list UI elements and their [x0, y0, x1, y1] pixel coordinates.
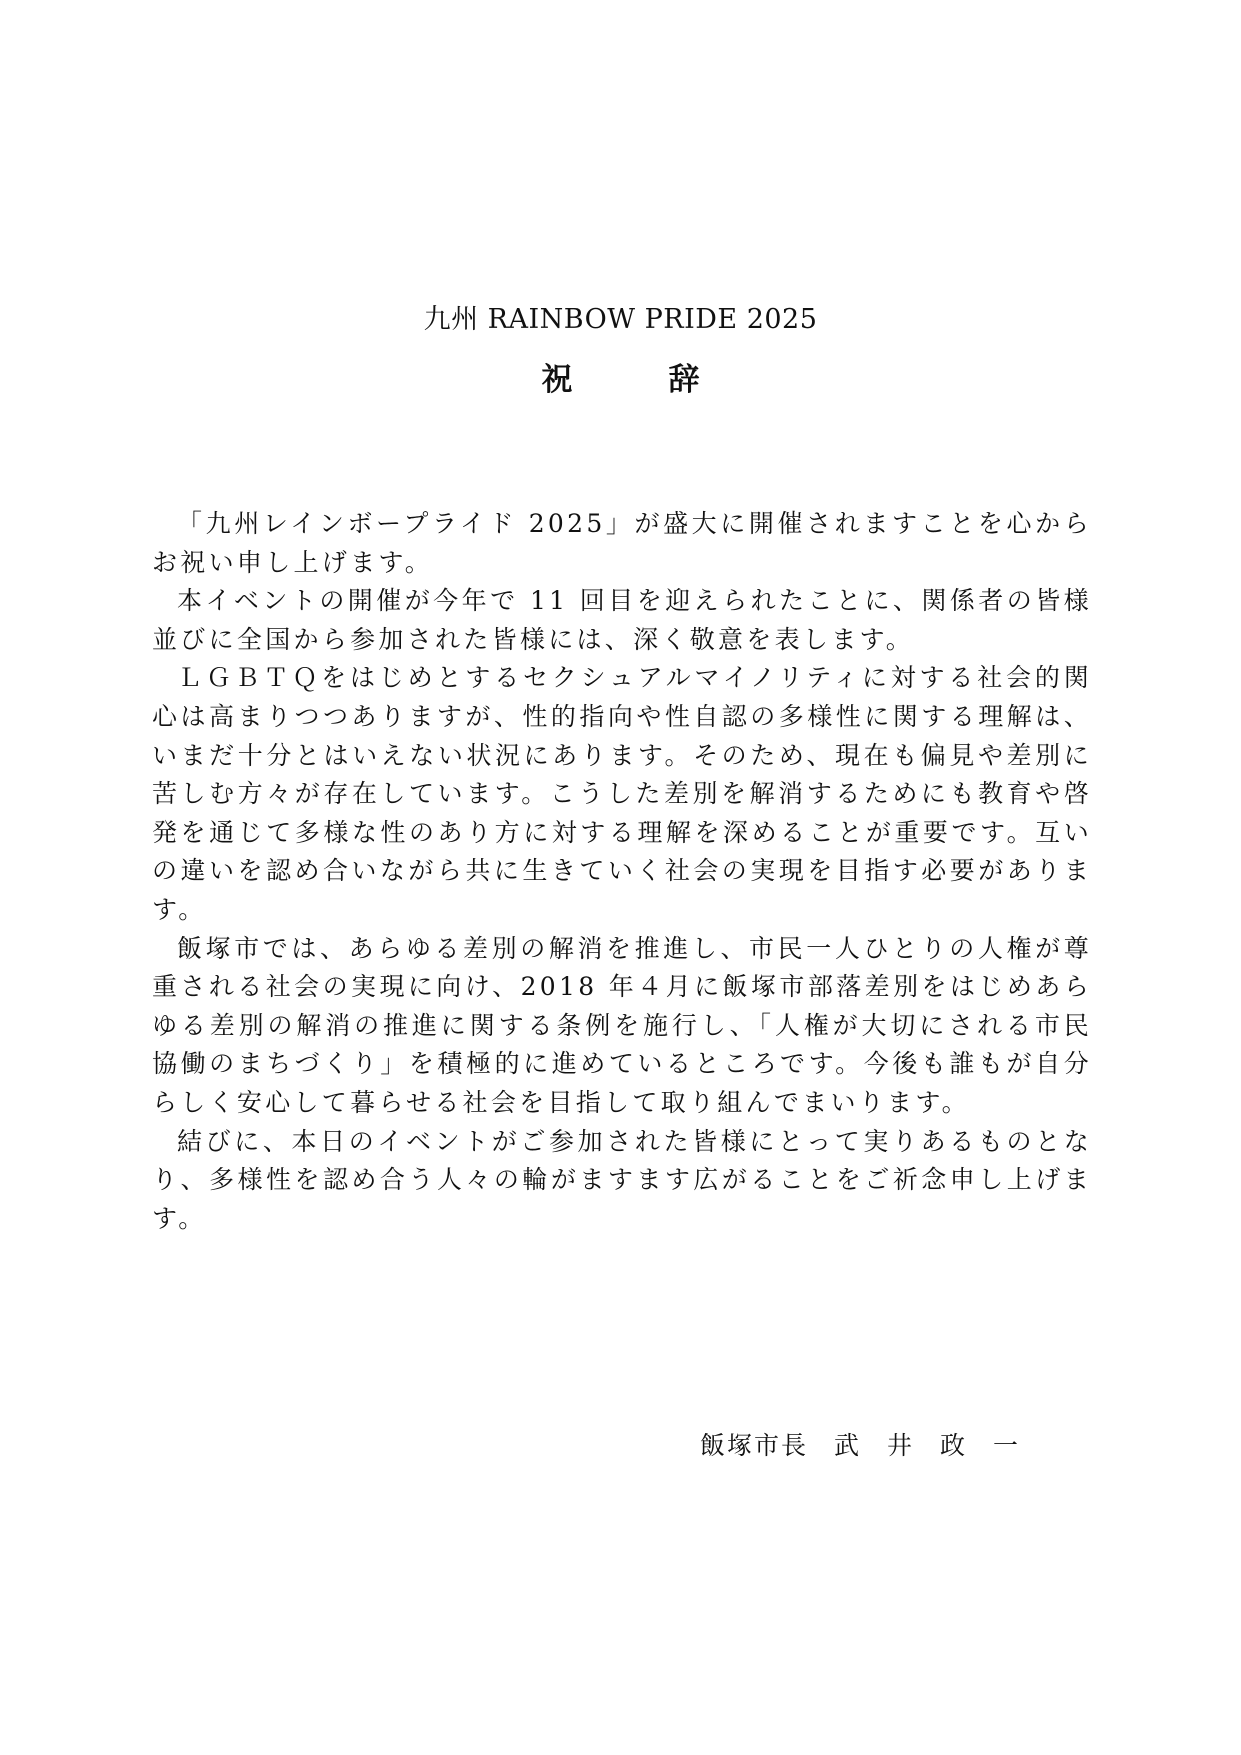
event-title: 九州 RAINBOW PRIDE 2025	[423, 304, 818, 335]
document-heading: 祝辞	[541, 362, 796, 398]
paragraph-greeting: 「九州レインボープライド 2025」が盛大に開催されますことを心からお祝い申し上げます。	[152, 509, 1092, 577]
signature-name: 武井政一	[834, 1431, 1047, 1460]
document-body	[152, 505, 1092, 1238]
signature-block	[700, 1428, 1080, 1464]
paragraph-respect: 本イベントの開催が今年で 11 回目を迎えられたことに、関係者の皆様並びに全国から参加された皆様には、深く敬意を表します。	[152, 586, 1092, 654]
paragraph-closing: 結びに、本日のイベントがご参加された皆様にとって実りあるものとなり、多様性を認め合う人々の輪がますます広がることをご祈念申し上げます。	[152, 1126, 1092, 1233]
signature-title: 飯塚市長	[700, 1431, 809, 1460]
paragraph-lgbtq-awareness: ＬＧＢＴＱをはじめとするセクシュアルマイノリティに対する社会的関心は高まりつつありますが、性的指向や性自認の多様性に関する理解は、いまだ十分とはいえない状況にあります。そのため、現在も偏見や差別に苦しむ方々が存在しています。こうした差別を解消するためにも教育や啓発を通じて多様な性のあり方に対する理解を深めることが重要です。互いの違いを認め合いながら共に生きていく社会の実現を目指す必要があります。	[152, 663, 1092, 924]
paragraph-city-initiative: 飯塚市では、あらゆる差別の解消を推進し、市民一人ひとりの人権が尊重される社会の実現に向け、2018 年４月に飯塚市部落差別をはじめあらゆる差別の解消の推進に関する条例を施行し、「人権が大切にされる市民協働のまちづくり」を積極的に進めているところです。今後も誰もが自分らしく安心して暮らせる社会を目指して取り組んでまいります。	[152, 933, 1092, 1117]
